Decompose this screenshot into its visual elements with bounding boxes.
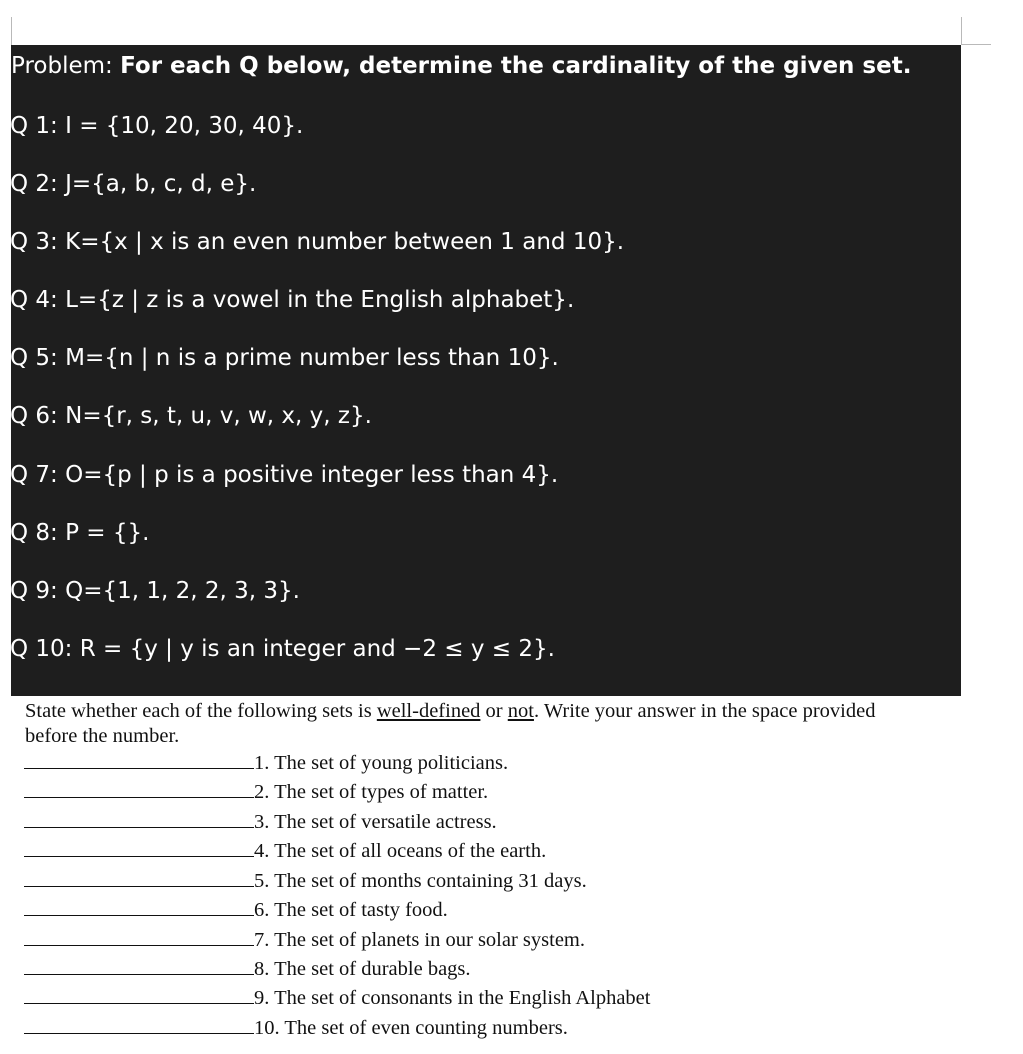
problem-label: Problem: — [11, 53, 113, 79]
worksheet-item-2 — [24, 779, 488, 805]
problem-title — [11, 53, 911, 79]
worksheet-item-8 — [24, 956, 471, 982]
worksheet-instruction — [25, 699, 925, 749]
item-text-5: 5. The set of months containing 31 days. — [254, 870, 587, 892]
question-7: Q 7: O={p | p is a positive integer less than 4}. — [10, 462, 559, 488]
item-text-7: 7. The set of planets in our solar system. — [254, 929, 585, 951]
worksheet-item-5 — [24, 868, 587, 894]
well-defined-term: well-defined — [376, 700, 481, 722]
worksheet-item-9 — [24, 985, 650, 1011]
margin-mark-right-horizontal — [961, 44, 991, 45]
instruction-text-a: State whether each of the following sets is — [25, 700, 377, 722]
instruction-or: or — [480, 700, 508, 722]
margin-mark-right-vertical — [961, 17, 962, 45]
item-text-3: 3. The set of versatile actress. — [254, 811, 497, 833]
item-text-9: 9. The set of consonants in the English Alphabet — [254, 987, 651, 1009]
answer-blank-1[interactable] — [24, 750, 254, 769]
item-text-6: 6. The set of tasty food. — [254, 899, 448, 921]
answer-blank-5[interactable] — [24, 868, 254, 887]
question-10: Q 10: R = {y | y is an integer and −2 ≤ y ≤ 2}. — [10, 636, 555, 662]
question-3: Q 3: K={x | x is an even number between 1 and 10}. — [10, 229, 625, 255]
answer-blank-2[interactable] — [24, 779, 254, 798]
item-text-4: 4. The set of all oceans of the earth. — [254, 840, 547, 862]
worksheet-item-3 — [24, 809, 497, 835]
item-text-2: 2. The set of types of matter. — [254, 781, 489, 803]
answer-blank-10[interactable] — [24, 1015, 254, 1034]
worksheet-item-10 — [24, 1015, 568, 1041]
question-6: Q 6: N={r, s, t, u, v, w, x, y, z}. — [10, 403, 372, 429]
margin-mark-left-vertical — [11, 17, 12, 45]
problem-instruction: For each Q below, determine the cardinality of the given set. — [120, 53, 912, 79]
item-text-10: 10. The set of even counting numbers. — [254, 1017, 568, 1039]
not-term: not — [507, 700, 534, 722]
question-4: Q 4: L={z | z is a vowel in the English alphabet}. — [10, 287, 575, 313]
answer-blank-7[interactable] — [24, 927, 254, 946]
worksheet-item-1 — [24, 750, 508, 776]
worksheet-item-4 — [24, 838, 546, 864]
question-1: Q 1: I = {10, 20, 30, 40}. — [10, 113, 304, 139]
item-text-1: 1. The set of young politicians. — [254, 752, 509, 774]
worksheet-item-6 — [24, 897, 448, 923]
answer-blank-9[interactable] — [24, 985, 254, 1004]
question-8: Q 8: P = {}. — [10, 520, 150, 546]
answer-blank-3[interactable] — [24, 809, 254, 828]
worksheet-item-7 — [24, 927, 585, 953]
question-9: Q 9: Q={1, 1, 2, 2, 3, 3}. — [10, 578, 300, 604]
answer-blank-8[interactable] — [24, 956, 254, 975]
instruction-text-b: . Write your answer in the space provided before the number. — [25, 700, 876, 747]
question-2: Q 2: J={a, b, c, d, e}. — [10, 171, 257, 197]
answer-blank-4[interactable] — [24, 838, 254, 857]
question-5: Q 5: M={n | n is a prime number less than 10}. — [10, 345, 559, 371]
item-text-8: 8. The set of durable bags. — [254, 958, 471, 980]
answer-blank-6[interactable] — [24, 897, 254, 916]
